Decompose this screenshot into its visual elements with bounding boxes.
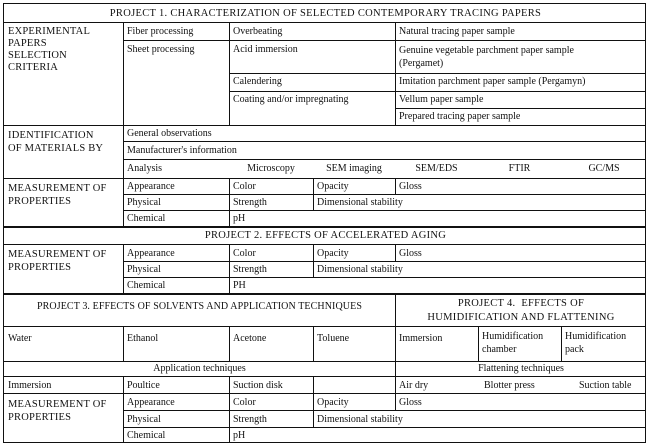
project3-title: PROJECT 3. EFFECTS OF SOLVENTS AND APPLICATION TECHNIQUES <box>36 301 362 312</box>
rule <box>123 326 124 361</box>
technique-ftir: FTIR <box>508 163 531 174</box>
rule <box>395 108 646 109</box>
rule <box>123 427 646 428</box>
color: Color <box>233 181 256 192</box>
rule <box>561 326 562 361</box>
gloss: Gloss <box>399 248 422 259</box>
technique-immersion: Immersion <box>8 380 52 391</box>
solvent-water: Water <box>8 333 32 344</box>
appearance: Appearance <box>127 248 175 259</box>
dimensional-stability: Dimensional stability <box>317 414 403 425</box>
overbeating: Overbeating <box>233 26 283 37</box>
manufacturer-info: Manufacturer's information <box>127 145 237 156</box>
technique-suction-disk: Suction disk <box>233 380 283 391</box>
gloss: Gloss <box>399 181 422 192</box>
gloss: Gloss <box>399 397 422 408</box>
rule <box>229 91 646 92</box>
rule <box>123 410 646 411</box>
rule <box>4 361 646 362</box>
dimensional-stability: Dimensional stability <box>317 264 403 275</box>
strength: Strength <box>233 197 267 208</box>
identification-label: IDENTIFICATION OF MATERIALS BY <box>8 130 104 154</box>
project2-title: PROJECT 2. EFFECTS OF ACCELERATED AGING <box>204 230 447 241</box>
flattening-techniques: Flattening techniques <box>478 363 564 374</box>
technique-sem-eds: SEM/EDS <box>415 163 458 174</box>
project1-title: PROJECT 1. CHARACTERIZATION OF SELECTED CONTEMPORARY TRACING PAPERS <box>109 8 542 19</box>
method-immersion: Immersion <box>399 333 443 344</box>
fiber-processing: Fiber processing <box>127 26 194 37</box>
physical: Physical <box>127 264 161 275</box>
flattening-suction-table: Suction table <box>579 380 632 391</box>
research-projects-table <box>3 3 646 443</box>
rule <box>123 159 646 160</box>
rule <box>123 376 124 443</box>
rule <box>123 40 646 41</box>
rule <box>313 326 314 361</box>
rule <box>313 178 314 210</box>
prepared-sample: Prepared tracing paper sample <box>399 111 521 122</box>
measurement-label: MEASUREMENT OF PROPERTIES <box>8 249 107 273</box>
rule <box>123 22 124 226</box>
solvent-toluene: Toluene <box>317 333 350 344</box>
technique-gc-ms: GC/MS <box>588 163 620 174</box>
dimensional-stability: Dimensional stability <box>317 197 403 208</box>
rule <box>395 22 396 125</box>
natural-sample: Natural tracing paper sample <box>399 26 515 37</box>
rule <box>123 210 646 211</box>
vellum-sample: Vellum paper sample <box>399 94 484 105</box>
opacity: Opacity <box>317 181 349 192</box>
rule <box>123 141 646 142</box>
appearance: Appearance <box>127 397 175 408</box>
rule <box>4 293 646 295</box>
rule <box>229 376 230 443</box>
acid-immersion: Acid immersion <box>233 44 298 55</box>
solvent-acetone: Acetone <box>233 333 267 344</box>
project4-title: PROJECT 4. EFFECTS OF HUMIDIFICATION AND FLATTENING <box>427 298 615 323</box>
physical: Physical <box>127 197 161 208</box>
rule <box>4 125 646 126</box>
physical: Physical <box>127 414 161 425</box>
application-techniques: Application techniques <box>153 363 246 374</box>
rule <box>4 178 646 179</box>
rule <box>4 393 646 394</box>
rule <box>313 376 314 427</box>
technique-poultice: Poultice <box>127 380 160 391</box>
appearance: Appearance <box>127 181 175 192</box>
rule <box>229 73 646 74</box>
criteria-label: EXPERIMENTAL PAPERS SELECTION CRITERIA <box>8 26 91 73</box>
genuine-sample: Genuine vegetable parchment paper sample (Pergamet) <box>399 45 574 69</box>
chemical: Chemical <box>127 280 166 291</box>
rule <box>4 244 646 245</box>
technique-sem-imaging: SEM imaging <box>326 163 382 174</box>
technique-microscopy: Microscopy <box>247 163 295 174</box>
method-humidification-chamber: Humidification chamber <box>482 331 544 355</box>
rule <box>4 376 646 377</box>
rule <box>229 244 230 293</box>
strength: Strength <box>233 414 267 425</box>
calendering: Calendering <box>233 76 282 87</box>
rule <box>395 244 396 261</box>
method-humidification-pack: Humidification pack <box>565 331 627 355</box>
rule <box>4 22 646 23</box>
sheet-processing: Sheet processing <box>127 44 195 55</box>
analysis-label: Analysis <box>127 163 162 174</box>
rule <box>123 244 124 293</box>
measurement-label: MEASUREMENT OF PROPERTIES <box>8 183 107 207</box>
rule <box>395 376 396 410</box>
color: Color <box>233 397 256 408</box>
rule <box>4 326 646 327</box>
chemical: Chemical <box>127 430 166 441</box>
opacity: Opacity <box>317 397 349 408</box>
strength: Strength <box>233 264 267 275</box>
rule <box>4 226 646 228</box>
chemical: Chemical <box>127 213 166 224</box>
general-observations: General observations <box>127 128 212 139</box>
rule <box>395 178 396 194</box>
opacity: Opacity <box>317 248 349 259</box>
color: Color <box>233 248 256 259</box>
rule <box>123 261 646 262</box>
measurement-label: MEASUREMENT OF PROPERTIES <box>8 399 107 423</box>
ph: pH <box>233 213 246 224</box>
rule <box>229 326 230 361</box>
solvent-ethanol: Ethanol <box>127 333 159 344</box>
rule <box>478 326 479 361</box>
flattening-blotter-press: Blotter press <box>484 380 535 391</box>
rule <box>313 244 314 277</box>
coating-impregnating: Coating and/or impregnating <box>233 94 349 105</box>
ph: pH <box>233 430 246 441</box>
rule <box>123 194 646 195</box>
rule <box>229 178 230 226</box>
flattening-air-dry: Air dry <box>399 380 429 391</box>
rule <box>123 277 646 278</box>
imitation-sample: Imitation parchment paper sample (Pergamyn) <box>399 76 586 87</box>
rule <box>229 22 230 125</box>
ph: PH <box>233 280 246 291</box>
